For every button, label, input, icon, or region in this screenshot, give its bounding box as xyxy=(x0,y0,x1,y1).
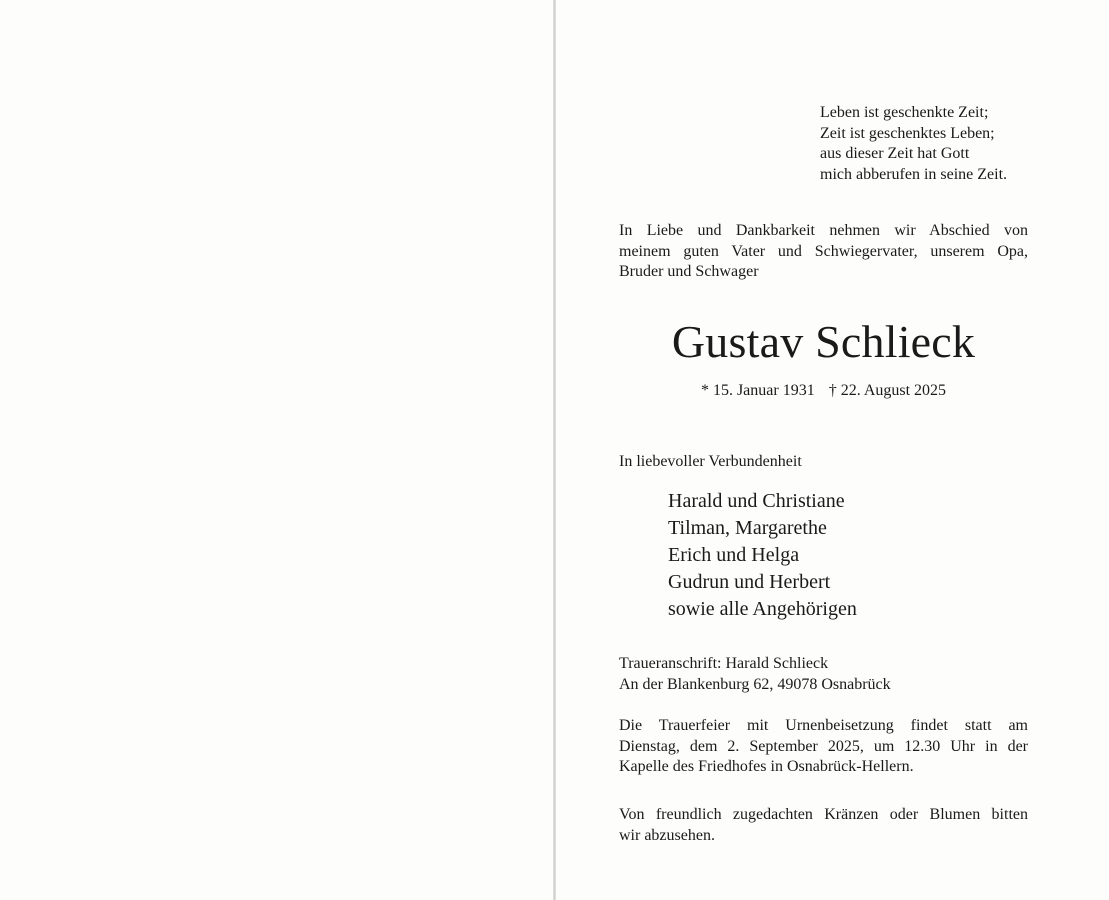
intro-line: In Liebe und Dankbarkeit nehmen wir Abschied von xyxy=(619,222,1028,239)
ceremony-paragraph xyxy=(619,716,1028,778)
mourner-name: sowie alle Angehörigen xyxy=(668,598,857,620)
mourning-address xyxy=(619,654,1028,695)
flowers-paragraph xyxy=(619,805,1028,846)
flowers-line: wir abzusehen. xyxy=(619,826,715,844)
mourners-heading: In liebevoller Verbundenheit xyxy=(619,453,802,470)
birth-date: * 15. Januar 1931 xyxy=(700,382,815,399)
deceased-name: Gustav Schlieck xyxy=(671,316,976,367)
death-date: † 22. August 2025 xyxy=(828,382,947,399)
verse-line: Leben ist geschenkte Zeit; xyxy=(820,104,989,121)
intro-line: meinem guten Vater und Schwiegervater, unserem Opa, xyxy=(619,242,1028,260)
mourners-list xyxy=(668,488,857,623)
verse-line: aus dieser Zeit hat Gott xyxy=(820,145,970,162)
mourner-name: Erich und Helga xyxy=(668,544,800,566)
ceremony-line: Kapelle des Friedhofes in Osnabrück-Hellern. xyxy=(619,758,914,775)
mourner-name: Gudrun und Herbert xyxy=(668,571,831,593)
life-dates xyxy=(556,381,1091,401)
address-line: An der Blankenburg 62, 49078 Osnabrück xyxy=(619,675,891,693)
flowers-line: Von freundlich zugedachten Kränzen oder Blumen bitten xyxy=(619,806,1028,823)
right-page xyxy=(556,0,1109,900)
intro-paragraph xyxy=(619,221,1028,283)
memorial-verse xyxy=(820,103,1007,185)
left-page xyxy=(0,0,553,900)
mourner-name: Harald und Christiane xyxy=(668,490,845,512)
verse-line: Zeit ist geschenktes Leben; xyxy=(820,124,995,142)
mourner-name: Tilman, Margarethe xyxy=(668,517,827,539)
ceremony-line: Dienstag, dem 2. September 2025, um 12.30 Uhr in der xyxy=(619,737,1028,755)
verse-line: mich abberufen in seine Zeit. xyxy=(820,165,1008,183)
ceremony-line: Die Trauerfeier mit Urnenbeisetzung findet statt am xyxy=(619,717,1028,734)
address-line: Traueranschrift: Harald Schlieck xyxy=(619,655,829,672)
intro-line: Bruder und Schwager xyxy=(619,263,759,280)
